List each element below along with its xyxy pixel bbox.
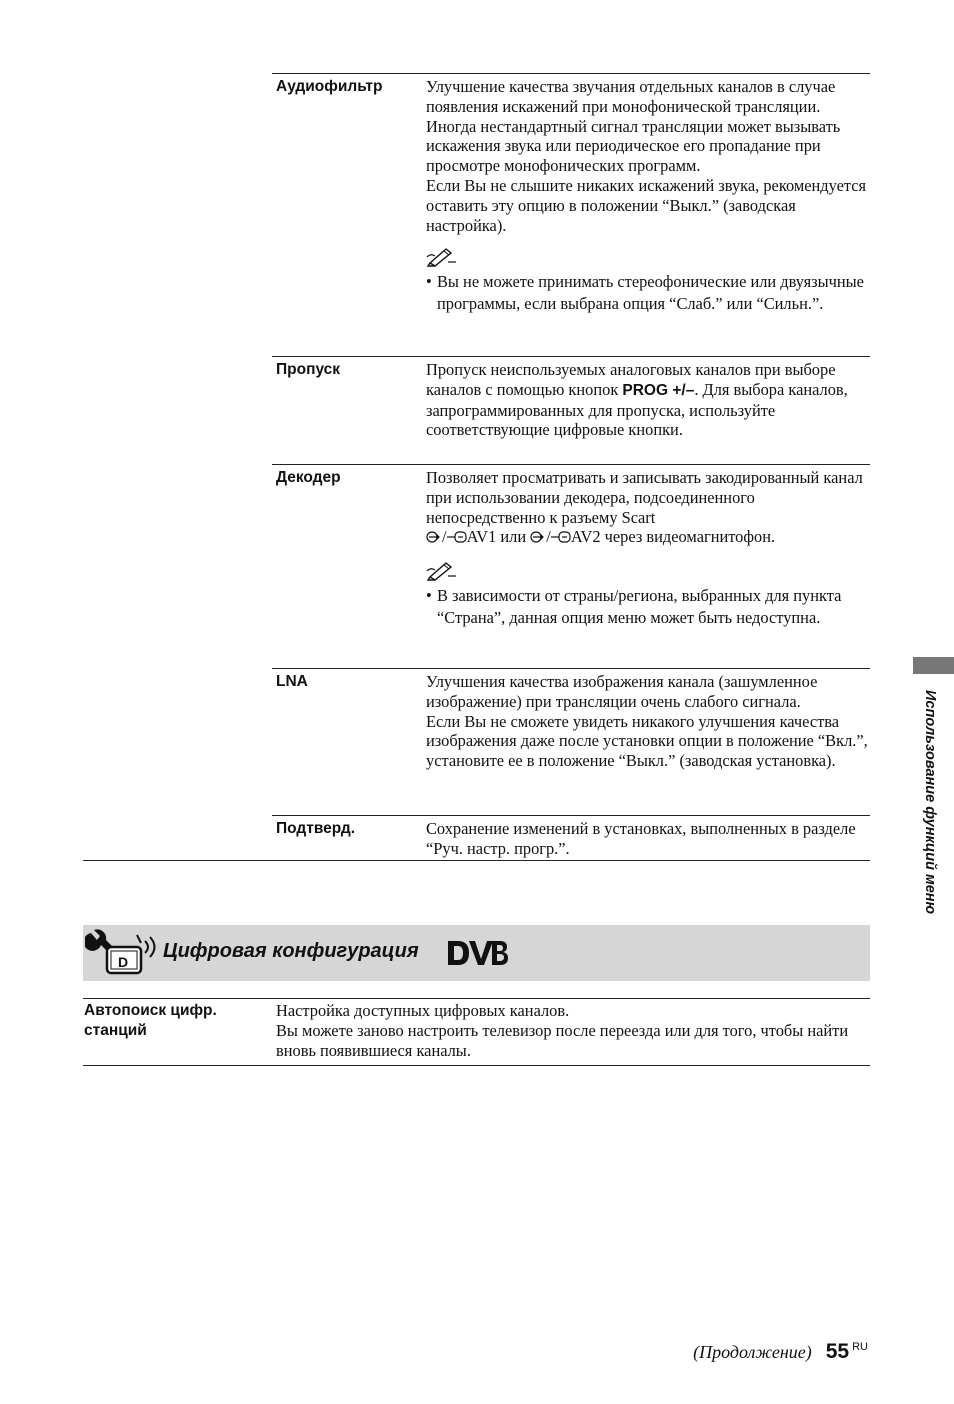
row-description: [276, 1001, 866, 1060]
continued-label: (Продолжение): [693, 1342, 812, 1362]
note-pencil-icon: [426, 559, 870, 581]
scart-output-icon: [447, 529, 467, 549]
row-description: [426, 669, 870, 777]
page-footer: [693, 1340, 868, 1364]
table-row: [272, 465, 870, 669]
description-text-post: . Для выбора каналов, запрограммированных для пропуска, используйте соответствующие цифровые кнопки.: [426, 379, 848, 440]
settings-table: [272, 73, 870, 862]
scart-output-icon: [551, 529, 571, 549]
description-text: [426, 360, 870, 440]
description-text: Сохранение изменений в установках, выполненных в разделе “Руч. настр. прогр.”.: [426, 819, 856, 858]
table-row: [272, 74, 870, 357]
row-label-line: Автопоиск цифр.: [84, 1002, 217, 1019]
section-header: [83, 925, 870, 981]
description-text-main: Позволяет просматривать и записывать закодированный канал при использовании декодера, подсоединенного непосредственно к разъему Scart: [426, 468, 863, 527]
scart-input-icon: [426, 529, 442, 549]
row-label: [84, 1001, 264, 1041]
row-description: [426, 74, 870, 321]
chapter-tab-marker: [913, 657, 954, 674]
prog-button-label: PROG +/–: [622, 381, 695, 399]
row-label-line: станций: [84, 1021, 147, 1039]
description-text-pre: Пропуск неиспользуемых аналоговых каналов при выборе каналов с помощью кнопок: [426, 360, 836, 399]
digital-settings-table: [83, 998, 870, 1066]
section-title: Цифровая конфигурация: [163, 940, 419, 962]
av1-text: AV1 или: [466, 527, 531, 547]
row-label: Декодер: [276, 469, 341, 486]
row-description: [426, 357, 870, 446]
scart-input-icon: [530, 529, 546, 549]
description-text: Улучшения качества изображения канала (зашумленное изображение) при трансляции очень слабого сигнала.: [426, 672, 818, 711]
description-text: Позволяет просматривать и записывать закодированный канал при использовании декодера, подсоединенного непосредственно к разъему Scart / AV1 или / AV2 через видеомагнитофон.: [426, 468, 870, 549]
table-row: [272, 357, 870, 465]
table-bottom-rule: [83, 860, 870, 861]
description-text: Настройка доступных цифровых каналов.: [276, 1001, 570, 1020]
description-text: Если Вы не сможете увидеть никакого улучшения качества изображения даже после установки опции в положение “Вкл.”, установите ее в положение “Выкл.” (заводская установка).: [426, 711, 868, 771]
row-label: Пропуск: [276, 361, 341, 378]
note-bullet: [426, 585, 870, 629]
row-description: [426, 465, 870, 635]
note-text: В зависимости от страны/региона, выбранных для пункта “Страна”, данная опция меню может быть недоступна.: [437, 586, 842, 628]
row-description: [426, 816, 870, 865]
svg-text:D: D: [118, 954, 129, 970]
language-code: RU: [852, 1341, 868, 1353]
chapter-tab-label: Использование функций меню: [922, 690, 938, 915]
av2-text: AV2 через видеомагнитофон.: [570, 527, 776, 547]
setup-tv-icon: [85, 929, 159, 984]
description-text: Если Вы не слышите никаких искажений звука, рекомендуется оставить эту опцию в положении “Выкл.” (заводская настройка).: [426, 175, 867, 235]
dvb-logo: [445, 938, 509, 973]
row-label: LNA: [276, 673, 308, 690]
row-label: Подтверд.: [276, 820, 356, 837]
note-bullet: [426, 271, 870, 315]
description-text: Вы можете заново настроить телевизор после переезда или для того, чтобы найти вновь появившиеся каналы.: [276, 1020, 849, 1060]
page-number: 55: [825, 1340, 850, 1363]
row-label: Аудиофильтр: [276, 78, 383, 95]
bullet-dot: •: [426, 272, 432, 292]
note-pencil-icon: [426, 245, 870, 267]
table-row: [272, 816, 870, 862]
description-text: Улучшение качества звучания отдельных каналов в случае появления искажений при монофонической трансляции. Иногда нестандартный сигнал трансляции может вызывать искажения звука или периодическое его пропадание при просмотре монофонических программ.: [426, 77, 841, 176]
table-row: [272, 669, 870, 816]
note-text: Вы не можете принимать стереофонические или двуязычные программы, если выбрана опция “Слаб.” или “Сильн.”.: [437, 272, 864, 314]
bullet-dot: •: [426, 586, 432, 606]
